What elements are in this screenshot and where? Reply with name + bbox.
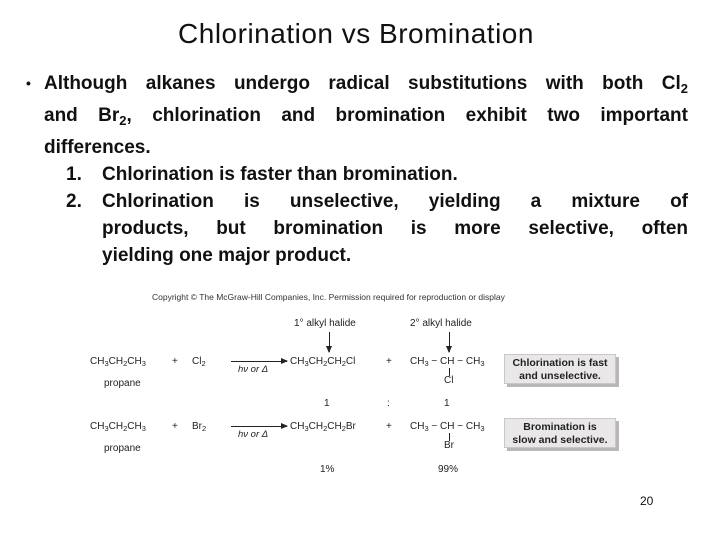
bullet-line-1: Although alkanes undergo radical substitutions with both $Cl_2$ <box>44 73 688 96</box>
reaction-figure <box>88 288 648 478</box>
row2-reactant-name: propane <box>104 443 141 454</box>
row2-yield-1: 1% <box>320 464 335 475</box>
row1-callout: Chlorination is fast and unselective. <box>504 354 616 384</box>
row2-reagent: $Br_2$ <box>192 421 207 433</box>
row1-reactant-name: propane <box>104 378 141 389</box>
row2-product2-substituent: Br <box>444 440 454 451</box>
item-text-line: yielding one major product. <box>102 245 352 266</box>
numbered-item-2 <box>66 188 688 269</box>
bullet-item <box>26 70 688 161</box>
row1-ratio-sep: : <box>387 398 390 409</box>
row2-product2: $CH_3$ − CH − $CH_3$ <box>410 421 485 433</box>
row1-reaction-arrow-icon <box>231 361 287 362</box>
slide-body <box>26 70 688 269</box>
bullet-line-2: and $Br_2$, chlorination and bromination exhibit two important <box>44 105 688 128</box>
row1-product2-substituent: Cl <box>444 375 454 386</box>
secondary-halide-label: 2° alkyl halide <box>410 318 472 329</box>
row1-reactant: $CH_3CH_2CH_3$ <box>90 356 146 368</box>
row2-plus2: + <box>386 421 392 432</box>
row2-callout: Bromination is slow and selective. <box>504 418 616 448</box>
row1-ratio-2: 1 <box>444 398 450 409</box>
secondary-pointer-arrow-icon <box>449 332 450 352</box>
numbered-item-1 <box>66 161 688 188</box>
row2-condition: hν or Δ <box>238 429 269 440</box>
primary-halide-label: 1° alkyl halide <box>294 318 356 329</box>
item-text-line: Chlorination is unselective, yielding a mixture of <box>102 191 688 212</box>
row2-reaction-arrow-icon <box>231 426 287 427</box>
row1-plus: + <box>172 356 178 367</box>
row1-product1: $CH_3CH_2CH_2Cl$ <box>290 356 356 368</box>
slide-title: Chlorination vs Bromination <box>178 18 534 49</box>
item-text: Chlorination is faster than bromination. <box>102 164 458 185</box>
row1-plus2: + <box>386 356 392 367</box>
copyright-notice: Copyright © The McGraw-Hill Companies, Inc. Permission required for reproduction or display <box>152 292 505 302</box>
item-text-line: products, but bromination is more selective, often <box>102 218 688 239</box>
bullet-dot-icon: • <box>26 75 31 91</box>
bullet-line-3: differences. <box>44 137 151 158</box>
primary-pointer-arrow-icon <box>329 332 330 352</box>
row2-yield-2: 99% <box>438 464 459 475</box>
row2-plus: + <box>172 421 178 432</box>
page-number: 20 <box>640 494 654 508</box>
row2-product1: $CH_3CH_2CH_2Br$ <box>290 421 356 433</box>
item-number: 2. <box>66 191 82 212</box>
row1-reagent: $Cl_2$ <box>192 356 206 368</box>
row1-condition: hν or Δ <box>238 364 269 375</box>
row2-reactant: $CH_3CH_2CH_3$ <box>90 421 146 433</box>
row1-ratio-1: 1 <box>324 398 330 409</box>
row1-product2: $CH_3$ − CH − $CH_3$ <box>410 356 485 368</box>
item-number: 1. <box>66 164 82 185</box>
